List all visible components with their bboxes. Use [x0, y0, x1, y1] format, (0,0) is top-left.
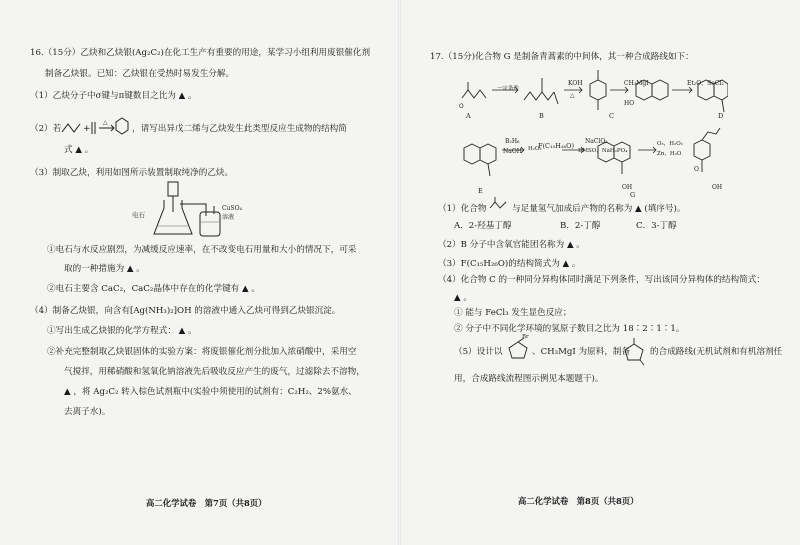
bromo-cyclopentane-structure-diagram — [506, 338, 532, 362]
reagent-5a: B₂H₆ — [505, 138, 520, 145]
q16-part2-num: （2）若 — [30, 124, 62, 134]
label-oh-product: OH — [712, 184, 723, 191]
intermediate-f: F(C₁₅H₂₆O) — [538, 142, 574, 150]
q17-option-b: B．2-丁醇 — [560, 221, 601, 231]
q16-stem-line1: 16.（15分）乙炔和乙炔银(Ag₂C₂)在化工生产有重要的用途，某学习小组利用废银催化剂 — [30, 48, 371, 58]
reagent-1: 一定条件 — [497, 86, 520, 92]
reagent-5c: H₂O₂ — [528, 146, 542, 152]
q16-part4-2-line4: 去离子水)。 — [64, 407, 111, 417]
reagent-3: CH₃MgI — [624, 80, 649, 87]
compound-label-c: C — [609, 112, 614, 120]
apparatus-label-calcium-carbide: 电石 — [132, 211, 145, 219]
q16-part3-1-line1: ①电石与水反应剧烈，为减缓反应速率，在不改变电石用量和大小的情况下，可采 — [47, 245, 357, 255]
q17-part1: （1）化合物 — [438, 204, 487, 214]
q17-part3: （3）F(C₁₅H₂₆O)的结构简式为 ▲ 。 — [438, 259, 581, 269]
page-8 — [400, 0, 800, 545]
svg-text:+: + — [83, 124, 91, 134]
reagent-8b: Zn，H₂O — [657, 151, 682, 157]
label-oh-g: OH — [622, 184, 633, 191]
q17-part4: （4）化合物 C 的一种同分异构体同时满足下列条件，写出该同分异构体的结构简式： — [438, 275, 765, 285]
q17-part4-blank: ▲ 。 — [454, 293, 472, 303]
q16-part1: （1）乙炔分子中σ键与π键数目之比为 ▲ 。 — [30, 91, 197, 101]
q16-part3: （3）制取乙炔，利用如图所示装置制取纯净的乙炔。 — [30, 168, 234, 178]
label-ho-c: HO — [624, 100, 635, 107]
page-8-footer: 高二化学试卷 第8页（共8页） — [518, 496, 639, 506]
reagent-7a: NaClO₂ — [585, 138, 608, 145]
q17-stem: 17.（15分)化合物 G 是制备青蒿素的中间体，其一种合成路线如下： — [430, 52, 694, 62]
q17-part5-c: 的合成路线(无机试剂和有机溶剂任 — [650, 347, 783, 357]
q16-part2-cont: 式 ▲ 。 — [64, 145, 94, 155]
compound-label-b: B — [539, 112, 544, 120]
q16-part4-2-line2: 气搅拌，用稀硝酸和氢氧化钠溶液先后吸收反应产生的废气，过滤除去不溶物， — [64, 367, 365, 377]
diels-alder-scheme-diagram — [60, 112, 130, 140]
reagent-2b: △ — [570, 92, 575, 99]
label-o-product: O — [694, 166, 699, 173]
apparatus-label-solution: 溶液 — [222, 214, 235, 221]
svg-text:O: O — [459, 103, 464, 110]
q16-part3-2: ②电石主要含 CaC₂，CaC₂晶体中存在的化学键有 ▲ 。 — [47, 284, 260, 294]
q16-part3-1-line2: 取的一种措施为 ▲ 。 — [64, 264, 145, 274]
q17-part5-a: （5）设计以 — [454, 347, 503, 357]
q16-part2-text: ，请写出异戊二烯与乙炔发生此类型反应生成物的结构简 — [132, 124, 347, 134]
q16-part4-1: ①写出生成乙炔银的化学方程式： ▲ 。 — [47, 326, 197, 336]
svg-text:△: △ — [103, 119, 108, 126]
q17-part5-d: 用，合成路线流程图示例见本题题干)。 — [454, 374, 604, 384]
q17-condition-1: ① 能与 FeCl₃ 发生显色反应； — [454, 308, 572, 318]
q17-condition-2: ② 分子中不同化学环境的氢原子数目之比为 18∶2∶1∶1。 — [454, 324, 685, 334]
reagent-2a: KOH — [568, 80, 583, 87]
compound-label-g: G — [630, 191, 636, 199]
compound-label-a: A — [466, 112, 471, 120]
q17-option-a: A．2-羟基丁醇 — [454, 221, 512, 231]
synthesis-route-row1-diagram — [458, 64, 728, 122]
butenone-structure-diagram — [488, 196, 510, 212]
methylcyclopentene-product-structure-diagram — [622, 338, 648, 366]
q16-stem-line2: 制备乙炔银。已知：乙炔银在受热时易发生分解。 — [45, 69, 235, 79]
reagent-5b: NaOH — [503, 148, 522, 155]
compound-label-e: E — [478, 187, 483, 195]
reagent-8a: O₃，H₂O₂ — [657, 141, 683, 147]
reagent-4: Et₂O，SoCl₂ — [687, 80, 724, 87]
compound-label-d: D — [718, 112, 724, 120]
q17-part1-cont: 与足量氢气加成后产物的名称为 ▲ (填序号)。 — [512, 204, 686, 214]
q16-part4-2-line3: ▲ ，将 Ag₂C₂ 转入棕色试剂瓶中(实验中须使用的试剂有：C₂H₂、2%氨水、 — [64, 387, 357, 397]
synthesis-route-row2-diagram — [458, 126, 758, 188]
q16-part4-2-line1: ②补充完整制取乙炔银固体的实验方案：将废银催化剂分批加入浓硝酸中，采用空 — [47, 347, 357, 357]
q17-part5-b: 、CH₃MgI 为原料，制备 — [532, 347, 631, 357]
q17-part2: （2）B 分子中含氧官能团名称为 ▲ 。 — [438, 240, 585, 250]
br-label: Br — [522, 334, 529, 340]
reagent-7b: DMSO，NaH₂PO₄ — [578, 148, 628, 154]
q16-part4: （4）制备乙炔银，向含有[Ag(NH₃)₂]OH 的溶液中通入乙炔可得到乙炔银沉淀。 — [30, 306, 341, 316]
q17-option-c: C．3-丁醇 — [636, 221, 677, 231]
apparatus-label-cuso4: CuSO₄ — [222, 205, 242, 212]
page-7-footer: 高二化学试卷 第7页（共8页） — [146, 498, 267, 508]
